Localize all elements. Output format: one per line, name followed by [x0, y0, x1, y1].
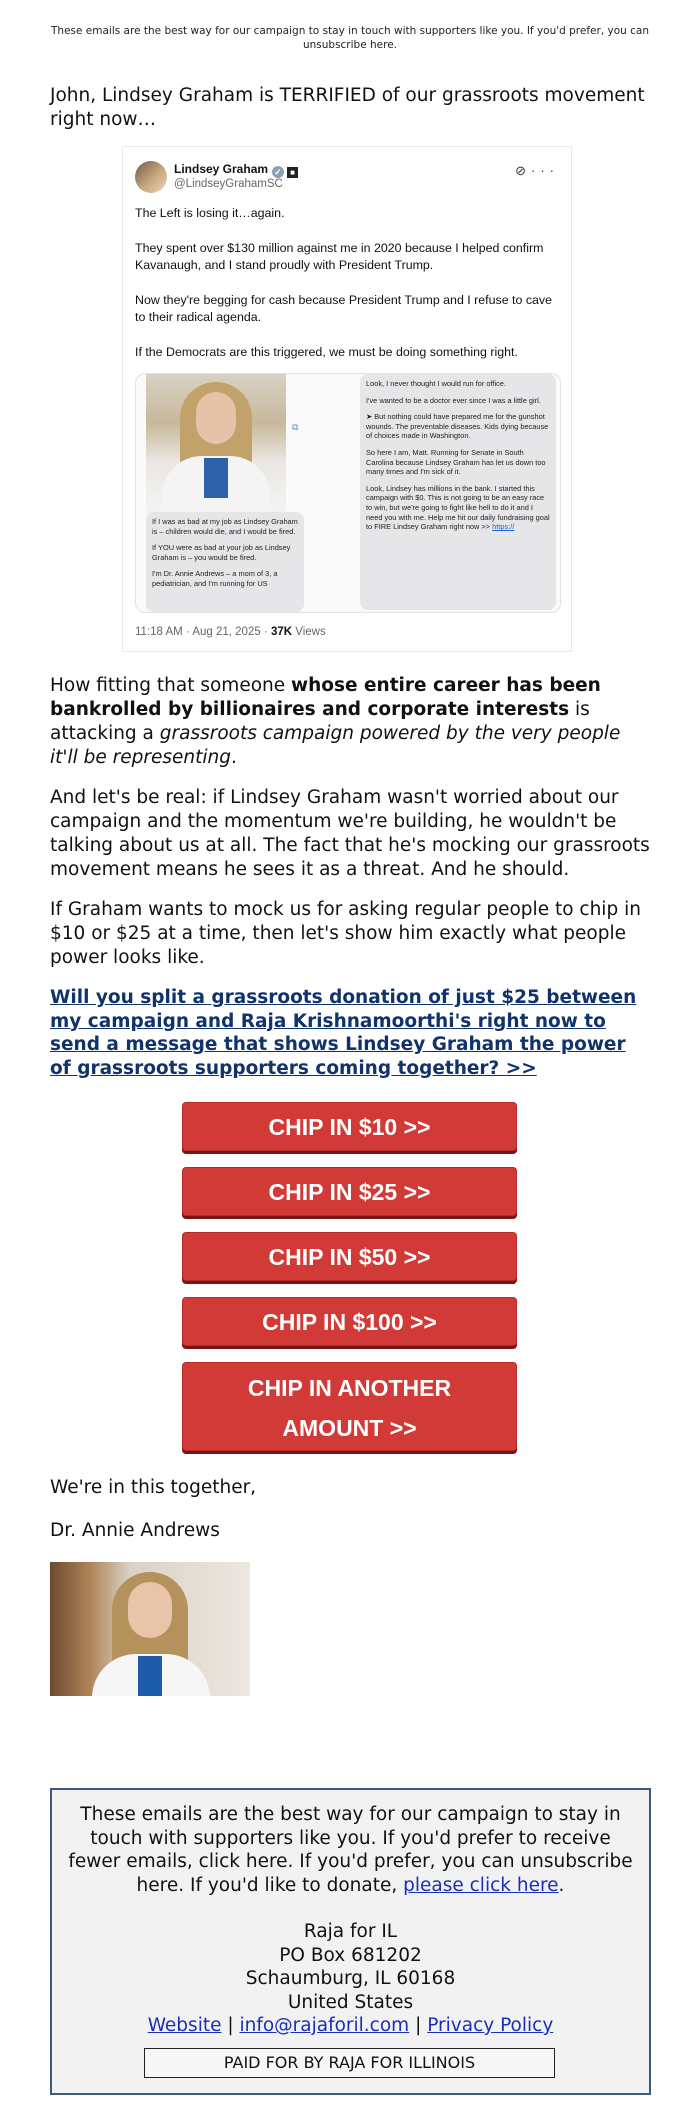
- donate-cta-link[interactable]: Will you split a grassroots donation of just $25 between my campaign and Raja Krishnamoorthi's right now to send a message that shows Lindsey Graham the power of grassroots supporters coming together? >>: [50, 987, 637, 1079]
- header-unsubscribe-note: These emails are the best way for our campaign to stay in touch with supporters like you. If you'd prefer, you can unsubscribe here.: [51, 25, 649, 51]
- headline: John, Lindsey Graham is TERRIFIED of our grassroots movement right now…: [50, 85, 645, 130]
- chip-in-100-button[interactable]: CHIP IN $100 >>: [182, 1297, 517, 1346]
- footer-box: [50, 1788, 651, 2095]
- donate-link[interactable]: please click here: [403, 1874, 559, 1896]
- more-options-icon: ···: [531, 163, 559, 178]
- tweet-avatar: [135, 161, 167, 193]
- address-line: PO Box 681202: [279, 1944, 422, 1966]
- candidate-photo: [146, 374, 286, 514]
- tweet-author-name: Lindsey Graham ✓ ■: [174, 162, 298, 178]
- tweet-tools: [515, 163, 559, 179]
- signature-photo: [50, 1562, 250, 1696]
- bubble-line: Look, I never thought I would run for office.: [366, 379, 506, 388]
- tweet-embed-image[interactable]: [122, 146, 572, 652]
- footer-links: Website | info@rajaforil.com | Privacy Policy: [147, 2015, 554, 2036]
- signature-name: Dr. Annie Andrews: [50, 1520, 220, 1541]
- bubble-line: I've wanted to be a doctor ever since I was a little girl.: [366, 395, 541, 405]
- bubble-line: If YOU were as bad at your job as Lindsey Graham is – you would be fired.: [152, 543, 291, 562]
- attachment-icon: ⧉: [292, 422, 299, 432]
- bubble-link: https://: [492, 522, 515, 532]
- body-paragraph-2: And let's be real: if Lindsey Graham wasn't worried about our campaign and the momentum we're building, he wouldn't be talking about us at all. The fact that he's mocking our grassroots movement means he sees it as a threat. And he should.: [50, 787, 650, 880]
- tweet-text: [135, 205, 555, 379]
- address-line: Schaumburg, IL 60168: [245, 1968, 456, 1989]
- verified-badge-icon: ✓: [272, 166, 284, 178]
- chip-in-10-button[interactable]: CHIP IN $10 >>: [182, 1102, 517, 1151]
- mailing-address: [52, 1920, 649, 2014]
- address-line: United States: [287, 1991, 414, 2013]
- tweet-handle: @LindseyGrahamSC: [174, 178, 283, 190]
- privacy-policy-link[interactable]: Privacy Policy: [427, 2015, 554, 2036]
- bubble-line: If I was as bad at my job as Lindsey Graham is – children would die, and I would be fired.: [152, 517, 298, 536]
- grok-icon: ⊘: [515, 163, 531, 178]
- bubble-line: I'm Dr. Annie Andrews – a mom of 3, a pediatrician, and I'm running for US: [152, 569, 278, 588]
- website-link[interactable]: Website: [147, 2015, 222, 2036]
- paid-for-disclaimer: PAID FOR BY RAJA FOR ILLINOIS: [144, 2048, 555, 2078]
- chip-in-25-button[interactable]: CHIP IN $25 >>: [182, 1167, 517, 1216]
- body-paragraph-1: How fitting that someone whose entire career has been bankrolled by billionaires and corporate interests is attacking a grassroots campaign powered by the very people it'll be representing.: [50, 675, 621, 768]
- tweet-meta: 11:18 AM · Aug 21, 2025 · 37K Views: [135, 626, 326, 638]
- tweet-line: They spent over $130 million against me in 2020 because I helped confirm Kavanaugh, and I stand proudly with President Trump.: [135, 241, 544, 272]
- government-badge-icon: ■: [287, 167, 298, 178]
- bubble-line: ➤ But nothing could have prepared me for the gunshot wounds. The preventable diseases. Kids dying because of choices made in Washington.: [366, 412, 549, 441]
- message-bubble-right: [360, 374, 556, 610]
- tweet-media: [135, 373, 561, 613]
- footer-text: These emails are the best way for our campaign to stay in touch with supporters like you. If you'd prefer to receive fewer emails, click here. If you'd prefer, you can unsubscribe here. If you'd like to donate, please click here.: [68, 1804, 633, 1896]
- closing-line: We're in this together,: [50, 1477, 257, 1498]
- chip-in-other-amount-button[interactable]: CHIP IN ANOTHER AMOUNT >>: [182, 1362, 517, 1451]
- address-line: Raja for IL: [303, 1921, 398, 1942]
- tweet-line: If the Democrats are this triggered, we must be doing something right.: [135, 345, 518, 359]
- message-bubble-left: [146, 512, 304, 612]
- email-link[interactable]: info@rajaforil.com: [239, 2015, 410, 2036]
- bubble-line: Look, Lindsey has millions in the bank. I started this campaign with $0. This is not going to be an easy race to win, but we're going to fight like hell to do it and I need you with me. Help me hit our daily fundraising goal to FIRE Lindsey Graham right now >> https://: [366, 483, 550, 532]
- chip-in-50-button[interactable]: CHIP IN $50 >>: [182, 1232, 517, 1281]
- body-paragraph-3: If Graham wants to mock us for asking regular people to chip in $10 or $25 at a time, then let's show him exactly what people power looks like.: [50, 899, 641, 968]
- tweet-line: Now they're begging for cash because President Trump and I refuse to cave to their radical agenda.: [135, 293, 552, 324]
- tweet-line: The Left is losing it…again.: [135, 206, 285, 220]
- bubble-line: So here I am, Matt. Running for Senate in South Carolina because Lindsey Graham has let us down too many times and I'm sick of it.: [366, 447, 546, 477]
